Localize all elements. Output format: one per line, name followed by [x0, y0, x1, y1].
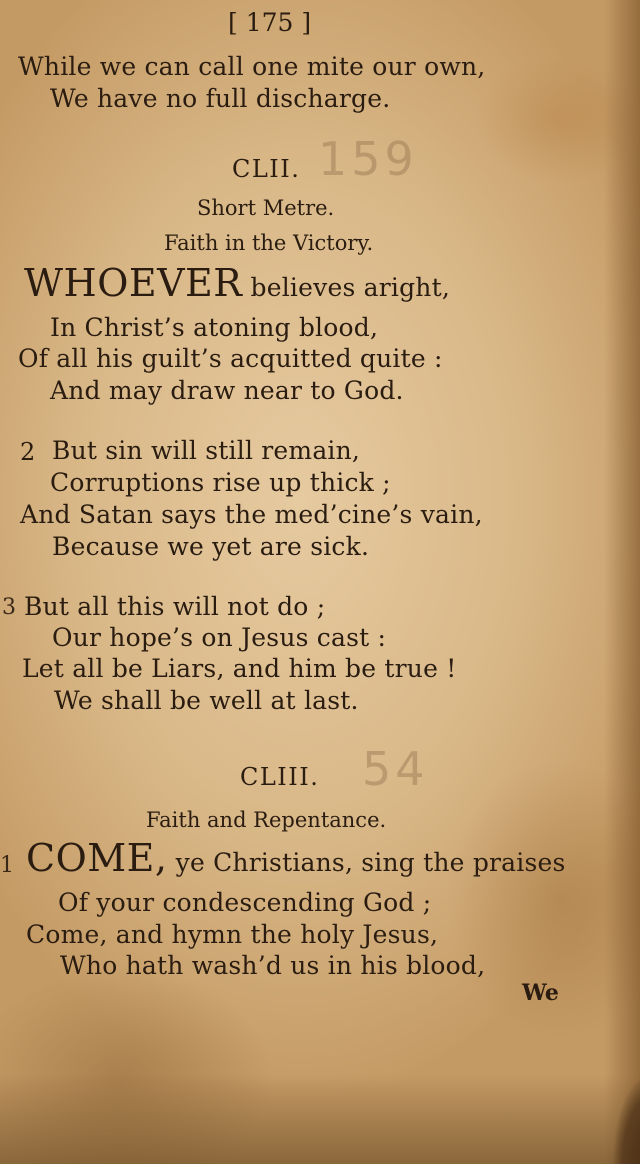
hymn-number: CLII.	[232, 155, 301, 183]
catchword: We	[522, 980, 559, 1006]
page-number: [ 175 ]	[228, 8, 312, 37]
hymn-number: CLIII.	[240, 763, 320, 791]
verse-line: And may draw near to God.	[50, 376, 404, 405]
verse-line: Let all be Liars, and him be true !	[22, 654, 457, 683]
page-bottom-shadow	[0, 1074, 640, 1164]
hymn-meter: Short Metre.	[197, 196, 335, 220]
verse-line-rest: ye Christians, sing the praises	[167, 848, 566, 877]
verse-line: Who hath wash’d us in his blood,	[60, 951, 486, 980]
stanza-number-margin: 3	[2, 595, 16, 620]
verse-line: Corruptions rise up thick ;	[50, 468, 391, 497]
hymn-title: Faith and Repentance.	[146, 808, 387, 832]
drop-word: WHOEVER	[24, 261, 243, 305]
verse-line: While we can call one mite our own,	[18, 52, 486, 81]
verse-line: In Christ’s atoning blood,	[50, 313, 379, 342]
verse-line: Come, and hymn the holy Jesus,	[26, 920, 439, 949]
verse-line: But all this will not do ;	[24, 592, 326, 621]
stanza-number-margin: 1	[0, 853, 14, 878]
hymn-title: Faith in the Victory.	[164, 231, 374, 255]
verse-line: But sin will still remain,	[52, 436, 361, 465]
verse-line: Because we yet are sick.	[52, 532, 370, 561]
verse-line: Our hope’s on Jesus cast :	[52, 623, 387, 652]
manuscript-annotation: 159	[318, 132, 418, 186]
stanza-number: 2	[20, 438, 36, 466]
verse-line: We have no full discharge.	[50, 84, 391, 113]
verse-line: Of all his guilt’s acquitted quite :	[18, 344, 443, 373]
verse-line-first	[26, 836, 566, 880]
page-corner-curl	[580, 1014, 640, 1164]
drop-word: COME,	[26, 836, 168, 880]
verse-line: We shall be well at last.	[54, 686, 359, 715]
verse-line-first	[24, 261, 450, 305]
manuscript-annotation: 54	[362, 742, 429, 796]
verse-line-rest: believes aright,	[242, 273, 450, 302]
verse-line: Of your condescending God ;	[58, 888, 432, 917]
verse-line: And Satan says the med’cine’s vain,	[20, 500, 483, 529]
page-edge-shadow	[604, 0, 640, 1164]
